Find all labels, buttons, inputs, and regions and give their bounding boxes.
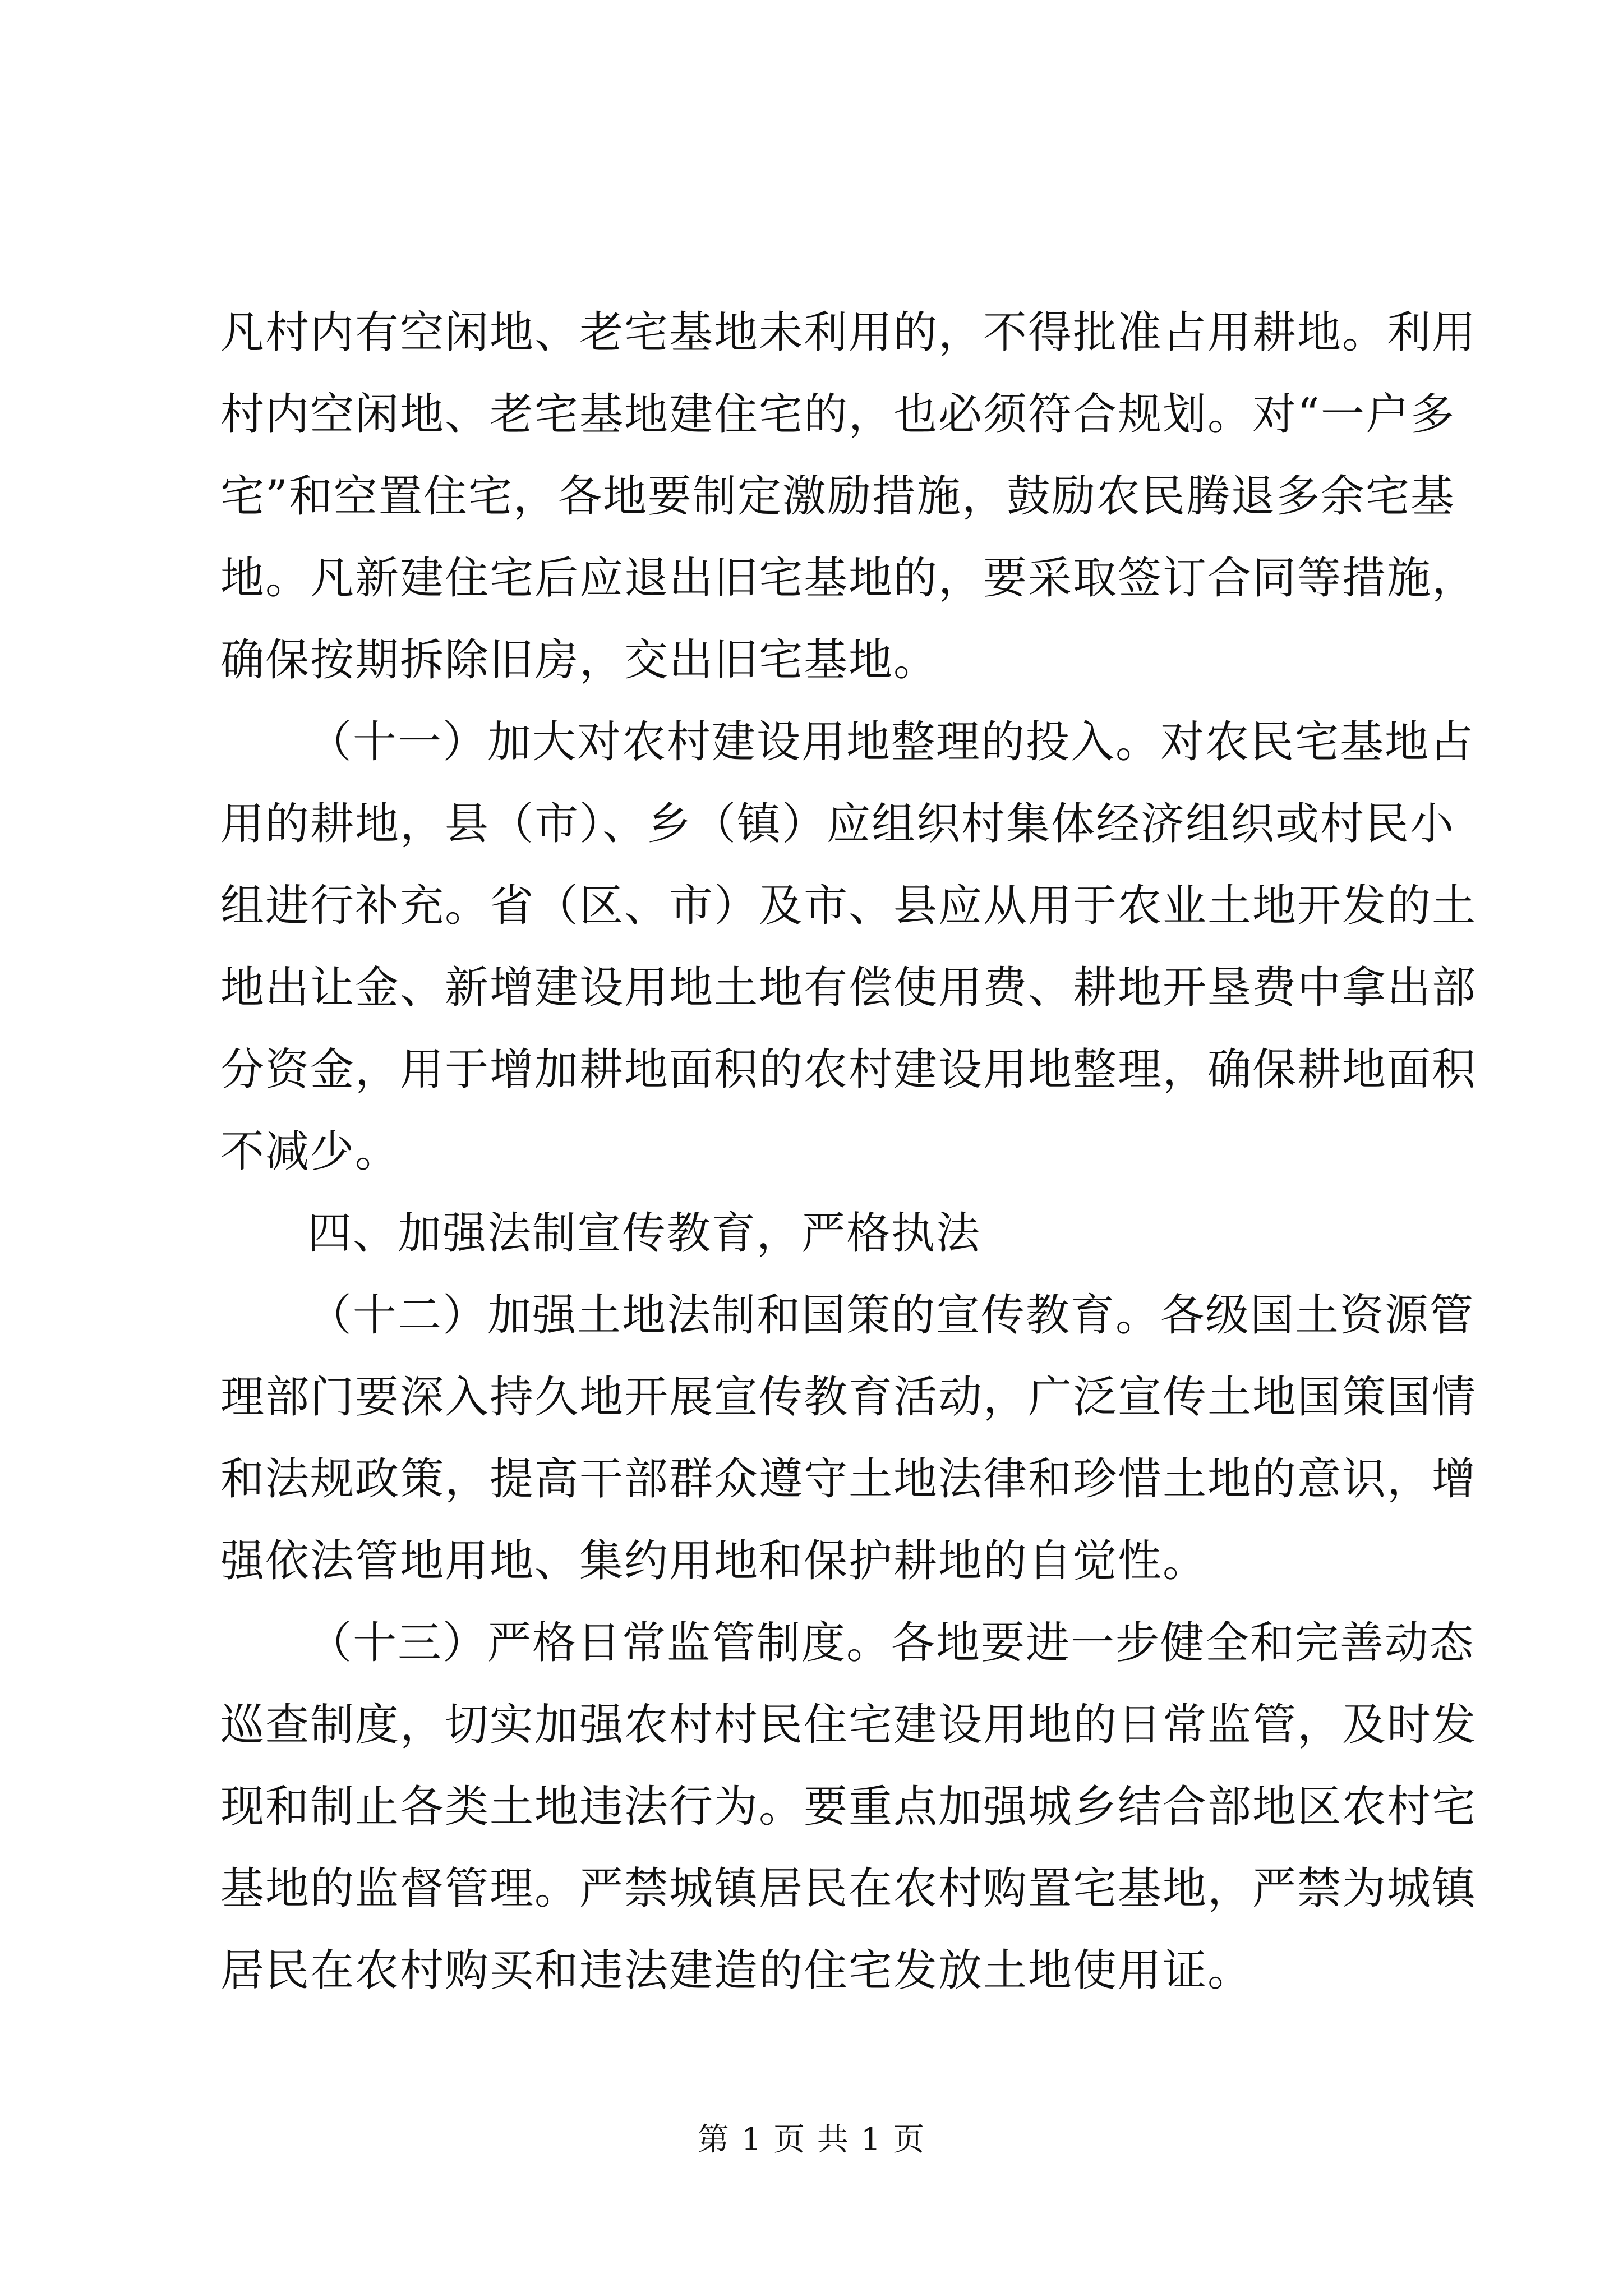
text-line: （十二）加强土地法制和国策的宣传教育。各级国土资源管: [308, 1290, 1475, 1341]
text-line: 强依法管地用地、集约用地和保护耕地的自觉性。: [220, 1536, 1208, 1586]
text-line: 分资金，用于增加耕地面积的农村建设用地整理，确保耕地面积: [220, 1045, 1477, 1095]
text-line: 地出让金、新增建设用地土地有偿使用费、耕地开垦费中拿出部: [220, 963, 1477, 1013]
text-line: 村内空闲地、老宅基地建住宅的，也必须符合规划。对“一户多: [220, 389, 1455, 440]
text-line: 和法规政策，提高干部群众遵守土地法律和珍惜土地的意识，增: [220, 1454, 1477, 1504]
text-line: 基地的监督管理。严禁城镇居民在农村购置宅基地，严禁为城镇: [220, 1864, 1477, 1914]
text-line: 用的耕地，县（市）、乡（镇）应组织村集体经济组织或村民小: [220, 799, 1455, 849]
paragraph-2: [220, 701, 1477, 1193]
text-line: 确保按期拆除旧房，交出旧宅基地。: [220, 635, 939, 685]
text-line: （十三）严格日常监管制度。各地要进一步健全和完善动态: [308, 1618, 1475, 1668]
page-number: 第 1 页 共 1 页: [697, 2122, 926, 2158]
text-line: 居民在农村购买和违法建造的住宅发放土地使用证。: [220, 1945, 1253, 1996]
page-footer: [0, 2120, 1623, 2160]
paragraph-5: [220, 1602, 1477, 2012]
section-heading: [220, 1193, 1437, 1274]
text-line: 巡查制度，切实加强农村村民住宅建设用地的日常监管，及时发: [220, 1700, 1477, 1750]
text-line: 地。凡新建住宅后应退出旧宅基地的，要采取签订合同等措施，: [220, 553, 1477, 604]
text-line: 现和制止各类土地违法行为。要重点加强城乡结合部地区农村宅: [220, 1782, 1477, 1832]
paragraph-1: [220, 292, 1477, 701]
text-line: （十一）加大对农村建设用地整理的投入。对农民宅基地占: [308, 717, 1475, 767]
text-line: 宅”和空置住宅，各地要制定激励措施，鼓励农民腾退多余宅基: [220, 471, 1455, 522]
text-line: 组进行补充。省（区、市）及市、县应从用于农业土地开发的土: [220, 881, 1477, 931]
text-line: 不减少。: [220, 1126, 400, 1177]
text-line: 理部门要深入持久地开展宣传教育活动，广泛宣传土地国策国情: [220, 1372, 1477, 1423]
paragraph-4: [220, 1274, 1477, 1602]
text-line: 四、加强法制宣传教育，严格执法: [308, 1208, 981, 1259]
text-line: 凡村内有空闲地、老宅基地未利用的，不得批准占用耕地。利用: [220, 307, 1477, 358]
document-body: [220, 292, 1477, 2012]
